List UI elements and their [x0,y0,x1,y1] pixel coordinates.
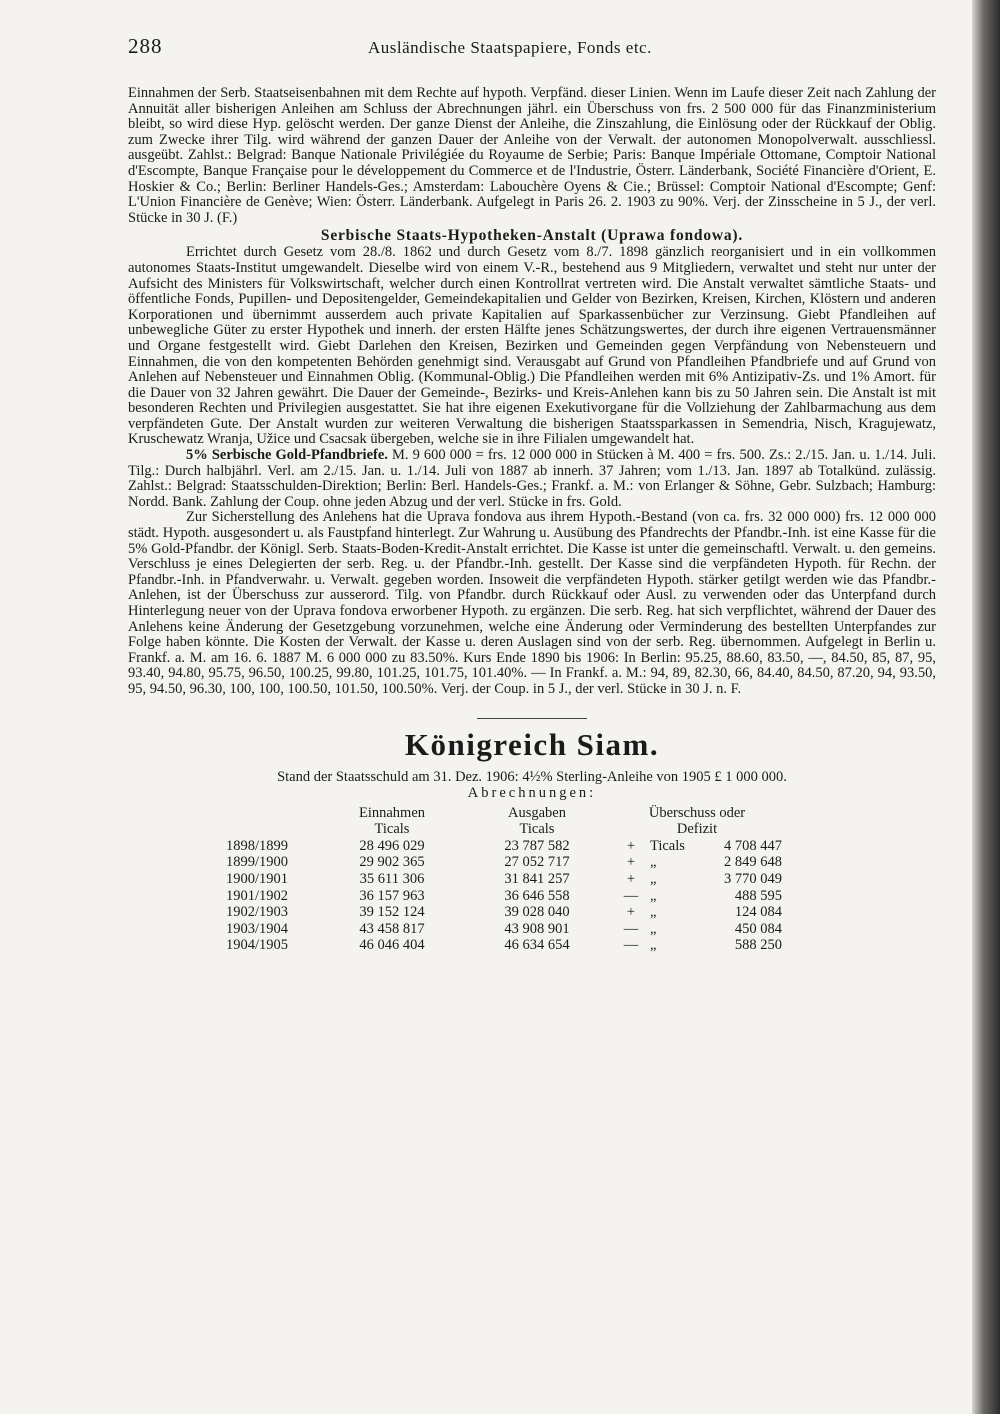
table-row [226,921,782,938]
row-income: 28 496 029 [359,837,425,854]
row-year: 1903/1904 [226,920,289,937]
header-income [322,805,462,838]
page-edge-shadow [972,0,1000,1414]
row-balance-unit: „ [650,904,657,921]
serbia-loan-paragraph: Einnahmen der Serb. Staatseisenbahnen mit dem Rechte auf hypoth. Verpfänd. dieser Linien. Wenn im Laufe dieser Zeit nach Zahlung der Annuität aller bisherigen Anleihen am Schluss der Abrechnungen jährl. ein Überschuss von frs. 2 500 000 für das Finanzministerium bleibt, so wird diese Hyp. gelöscht werden. Der ganze Dienst der Anleihe, die Zinszahlung, die Einlösung oder der Rückkauf der Oblig. zum Zwecke ihrer Tilg. wird während der ganzen Dauer der Anleihe von der Verwalt. der autonomen Monopolverwalt. ausschliessl. ausgeübt. Zahlst.: Belgrad: Banque Nationale Privilégiée du Royaume de Serbie; Paris: Banque Impériale Ottomane, Comptoir National d'Escompte, Banque Française pour le développement du Commerce et de l'Industrie, Österr. Länderbank, Société Financière d'Orient, E. Hoskier & Co.; Berlin: Berliner Handels-Ges.; Amsterdam: Labouchère Oyens & Cie.; Brüssel: Comptoir National d'Escompte; Genf: L'Union Financière de Genève; Wien: Österr. Länderbank. Aufgelegt in Paris 26. 2. 1903 zu 90%. Verj. der Zinsscheine in 5 J., der verl. Stücke in 30 J. (F.) [128,85,936,226]
header-income-unit: Ticals [374,821,410,838]
header-balance-sub: Defizit [676,821,718,838]
row-balance-sign: + [626,854,636,871]
table-row [226,937,782,954]
row-year: 1898/1899 [226,837,289,854]
row-balance-unit: „ [650,870,657,887]
row-income: 39 152 124 [359,904,425,921]
row-balance-sign: + [626,870,636,887]
row-income: 35 611 306 [359,870,425,887]
table-row [226,904,782,921]
row-balance-sign: — [623,887,639,904]
table-row [226,854,782,871]
page-number: 288 [128,34,163,58]
section-divider [477,718,587,719]
row-balance-value: 4 708 447 [724,837,782,854]
page-body [128,86,936,954]
row-balance-value: 3 770 049 [724,870,782,887]
row-income: 29 902 365 [359,854,425,871]
row-balance-unit: „ [650,887,657,904]
row-balance-sign: — [623,937,639,954]
row-balance-unit: Ticals [650,837,685,854]
row-balance-unit: „ [650,920,657,937]
row-expenses: 46 634 654 [504,937,570,954]
header-expenses [462,805,612,838]
header-income-label: Einnahmen [358,804,426,821]
row-year: 1899/1900 [226,854,289,871]
row-balance-sign: + [626,904,636,921]
row-year: 1904/1905 [226,937,289,954]
gold-bonds-paragraph [128,448,936,510]
row-income: 43 458 817 [359,920,425,937]
table-row [226,888,782,905]
siam-debt-status: Stand der Staatsschuld am 31. Dez. 1906: 4½% Sterling-Anleihe von 1905 £ 1 000 000. [277,768,787,785]
header-expenses-unit: Ticals [519,821,555,838]
row-balance-unit: „ [650,937,657,954]
row-expenses: 39 028 040 [504,904,570,921]
row-expenses: 23 787 582 [504,837,570,854]
row-year: 1901/1902 [226,887,289,904]
running-title: Ausländische Staatspapiere, Fonds etc. [368,38,652,57]
row-expenses: 27 052 717 [504,854,570,871]
row-income: 36 157 963 [359,887,425,904]
row-balance-unit: „ [650,854,657,871]
gold-bonds-title: 5% Serbische Gold-Pfandbriefe. [186,447,388,464]
header-expenses-label: Ausgaben [508,804,566,821]
row-expenses: 31 841 257 [504,870,570,887]
section-heading-serbian-mortgage-institute: Serbische Staats-Hypotheken-Anstalt (Uprawa fondowa). [320,227,744,245]
page-header [128,34,936,64]
table-row [226,871,782,888]
table-row [226,838,782,855]
institute-paragraph: Errichtet durch Gesetz vom 28./8. 1862 und durch Gesetz vom 8./7. 1898 gänzlich reorganisiert und in ein vollkommen autonomes Staats-Institut umgewandelt. Dieselbe wird von einem V.-R., bestehend aus 9 Mitgliedern, verwaltet und steht nur unter der Aufsicht des Ministers für Volkswirtschaft, welcher durch einen Kontrollrat vertreten wird. Die Anstalt verwaltet sämtliche Staats- und öffentliche Fonds, Pupillen- und Depositengelder, Gemeindekapitalien und Gelder von Bezirken, Kreisen, Kirchen, Klöstern und anderen Korporationen und übernimmt ausserdem auch private Kapitalien auf Sparkassenbücher zur Verzinsung. Giebt Pfandleihen auf unbewegliche Güter zu erster Hypothek und innerh. der ersten Hälfte jenes Schätzungswertes, der durch ihre eigenen Vertrauensmänner und Organe festgestellt wird. Giebt Darlehen den Kreisen, Bezirken und Gemeinden gegen Verpfändung von Nebensteuern und Einnahmen, die von den kompetenten Behörden genehmigt sind. Verausgabt auf Grund von Pfandleihen Pfandbriefe und auf Grund von Anlehen auf Nebensteuer und Einnahmen Oblig. (Kommunal-Oblig.) Die Pfandleihen werden mit 6% Antizipativ-Zs. und 1% Amort. für die Dauer von 32 Jahren gewährt. Die Dauer der Gemeinde-, Bezirks- und Kreis-Anlehen kann bis zu 50 Jahren sein. Die Anstalt ist mit besonderen Rechten und Privilegien ausgestattet. Sie hat ihre eigenen Exekutivorgane für die Vollziehung der Zahlbarmachung aus dem verpfändeten Gute. Der Anstalt wurden zur weiteren Verwaltung die bisherigen Staatssparkassen in Semendria, Nisch, Kragujewatz, Kruschewatz Wranja, Užice und Csacsak übergeben, welche sie in ihre Filialen umgewandelt hat. [128,244,936,448]
row-balance-value: 588 250 [734,937,782,954]
siam-accounts-table [226,805,782,954]
table-header-row [226,805,782,838]
header-balance-label: Überschuss oder [648,804,746,821]
country-heading-siam: Königreich Siam. [404,726,660,762]
collateral-paragraph: Zur Sicherstellung des Anlehens hat die Uprava fondova aus ihrem Hypoth.-Bestand (von ca. frs. 32 000 000) frs. 12 000 000 städt. Hypoth. ausgesondert u. als Faustpfand hinterlegt. Zur Wahrung u. Ausübung des Pfandrechts der Pfandbr.-Inh. ist eine Kasse für die 5% Gold-Pfandbr. der Königl. Serb. Staats-Boden-Kredit-Anstalt errichtet. Die Kasse ist unter die gemeinschaftl. Verwalt. u. den gemeins. Verschluss je eines Delegierten der serb. Reg. u. der Pfandbr.-Inh. gestellt. Der Kasse sind die verpfändeten Hypoth. für Rechn. der Pfandbr.-Inh. in Pfandverwahr. u. Verwalt. gegeben worden. Insoweit die verpfändeten Hypoth. stärker getilgt werden wie das Pfandbr.-Anlehen, ist der Überschuss zur ausserord. Tilg. von Pfandbr. durch Rückkauf oder Ausl. zu verwenden oder das Unterpfand durch Hinterlegung neuer von der Uprava fondova erworbener Hypoth. zu ergänzen. Die serb. Reg. hat sich verpflichtet, während der Dauer des Anlehens keine Änderung der Gesetzgebung vorzunehmen, welche eine Änderung oder Verminderung des bestellten Unterpfandes zur Folge haben könnte. Die Kosten der Verwalt. der Kasse u. deren Auslagen sind von der serb. Reg. übernommen. Aufgelegt in Berlin u. Frankf. a. M. am 16. 6. 1887 M. 6 000 000 zu 83.50%. Kurs Ende 1890 bis 1906: In Berlin: 95.25, 88.60, 83.50, —, 84.50, 85, 87, 95, 93.40, 94.80, 95.75, 96.50, 100.25, 99.80, 101.25, 101.75, 101.40%. — In Frankf. a. M.: 94, 89, 82.30, 66, 84.40, 84.50, 87.20, 94, 93.50, 95, 94.50, 96.30, 100, 100, 100.50, 101.50, 100.50%. Verj. der Coup. in 5 J., der verl. Stücke in 30 J. n. F. [128,509,936,697]
row-expenses: 36 646 558 [504,887,570,904]
row-year: 1900/1901 [226,870,289,887]
row-balance-value: 2 849 648 [724,854,782,871]
header-balance [612,805,782,838]
row-year: 1902/1903 [226,904,289,921]
row-income: 46 046 404 [359,937,425,954]
siam-accounts-subheading: Abrechnungen: [467,784,597,801]
row-balance-value: 124 084 [734,904,782,921]
row-balance-sign: — [623,920,639,937]
row-balance-value: 450 084 [734,920,782,937]
row-balance-sign: + [626,837,636,854]
gold-bonds-details: M. 9 600 000 = frs. 12 000 000 in Stücken à M. 400 = frs. 500. Zs.: 2./15. Jan. u. 1./14. Juli. Tilg.: Durch halbjährl. Verl. am 2./15. Jan. u. 1./14. Juli von 1887 ab innerh. 37 Jahren; vom 1./13. Jan. 1897 ab Totalkünd. zulässig. Zahlst.: Belgrad: Staatsschulden-Direktion; Berlin: Berl. Handels-Ges.; Frankf. a. M.: von Erlanger & Söhne, Gebr. Sulzbach; Hamburg: Nordd. Bank. Zahlung der Coup. ohne jeden Abzug und der verl. Stücke in frs. Gold. [128,447,936,510]
row-expenses: 43 908 901 [504,920,570,937]
row-balance-value: 488 595 [734,887,782,904]
